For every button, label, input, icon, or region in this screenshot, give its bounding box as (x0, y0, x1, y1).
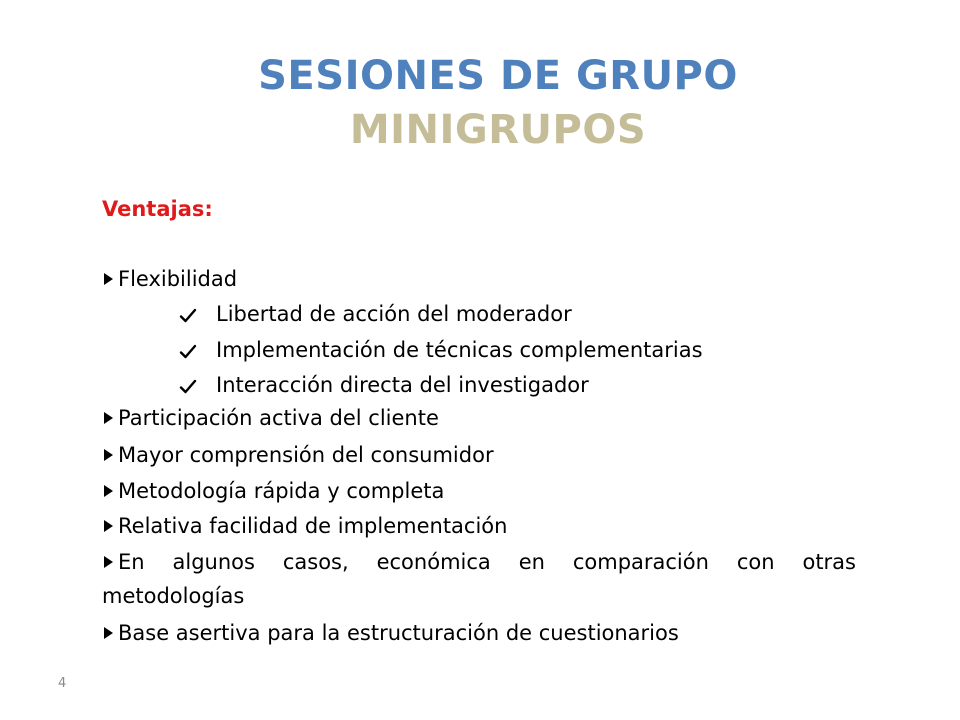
list-item (104, 512, 507, 540)
sub-list-item-text: Implementación de técnicas complementarias (216, 338, 703, 362)
sub-list-item-text: Libertad de acción del moderador (216, 302, 572, 326)
arrow-bullet-icon (104, 449, 113, 461)
slide-number: 4 (58, 676, 67, 691)
arrow-bullet-icon (104, 627, 113, 639)
slide-subtitle: MINIGRUPOS (349, 107, 647, 153)
checkmark-icon (178, 371, 198, 395)
sub-list-item-text: Interacción directa del investigador (216, 373, 589, 397)
arrow-bullet-icon (104, 412, 113, 424)
arrow-bullet-icon (104, 273, 113, 285)
list-item-text: Participación activa del cliente (118, 406, 439, 430)
checkmark-icon (178, 336, 198, 360)
list-item-continuation: metodologías (102, 584, 245, 608)
list-item-text: Base asertiva para la estructuración de cuestionarios (118, 621, 679, 645)
list-item (104, 548, 856, 576)
list-item (104, 265, 237, 293)
arrow-bullet-icon (104, 520, 113, 532)
slide-title: SESIONES DE GRUPO (258, 53, 738, 99)
list-item (104, 477, 444, 505)
list-item (104, 441, 494, 469)
list-item-text: Metodología rápida y completa (118, 479, 445, 503)
arrow-bullet-icon (104, 556, 113, 568)
list-item-text: Flexibilidad (118, 267, 238, 291)
checkmark-icon (178, 300, 198, 324)
list-item-text: Mayor comprensión del consumidor (118, 443, 494, 467)
list-item (104, 619, 679, 647)
list-item-text: En algunos casos, económica en comparación con otras (118, 550, 856, 574)
section-heading: Ventajas: (102, 197, 213, 221)
arrow-bullet-icon (104, 485, 113, 497)
list-item (104, 404, 439, 432)
list-item-text: Relativa facilidad de implementación (118, 514, 508, 538)
